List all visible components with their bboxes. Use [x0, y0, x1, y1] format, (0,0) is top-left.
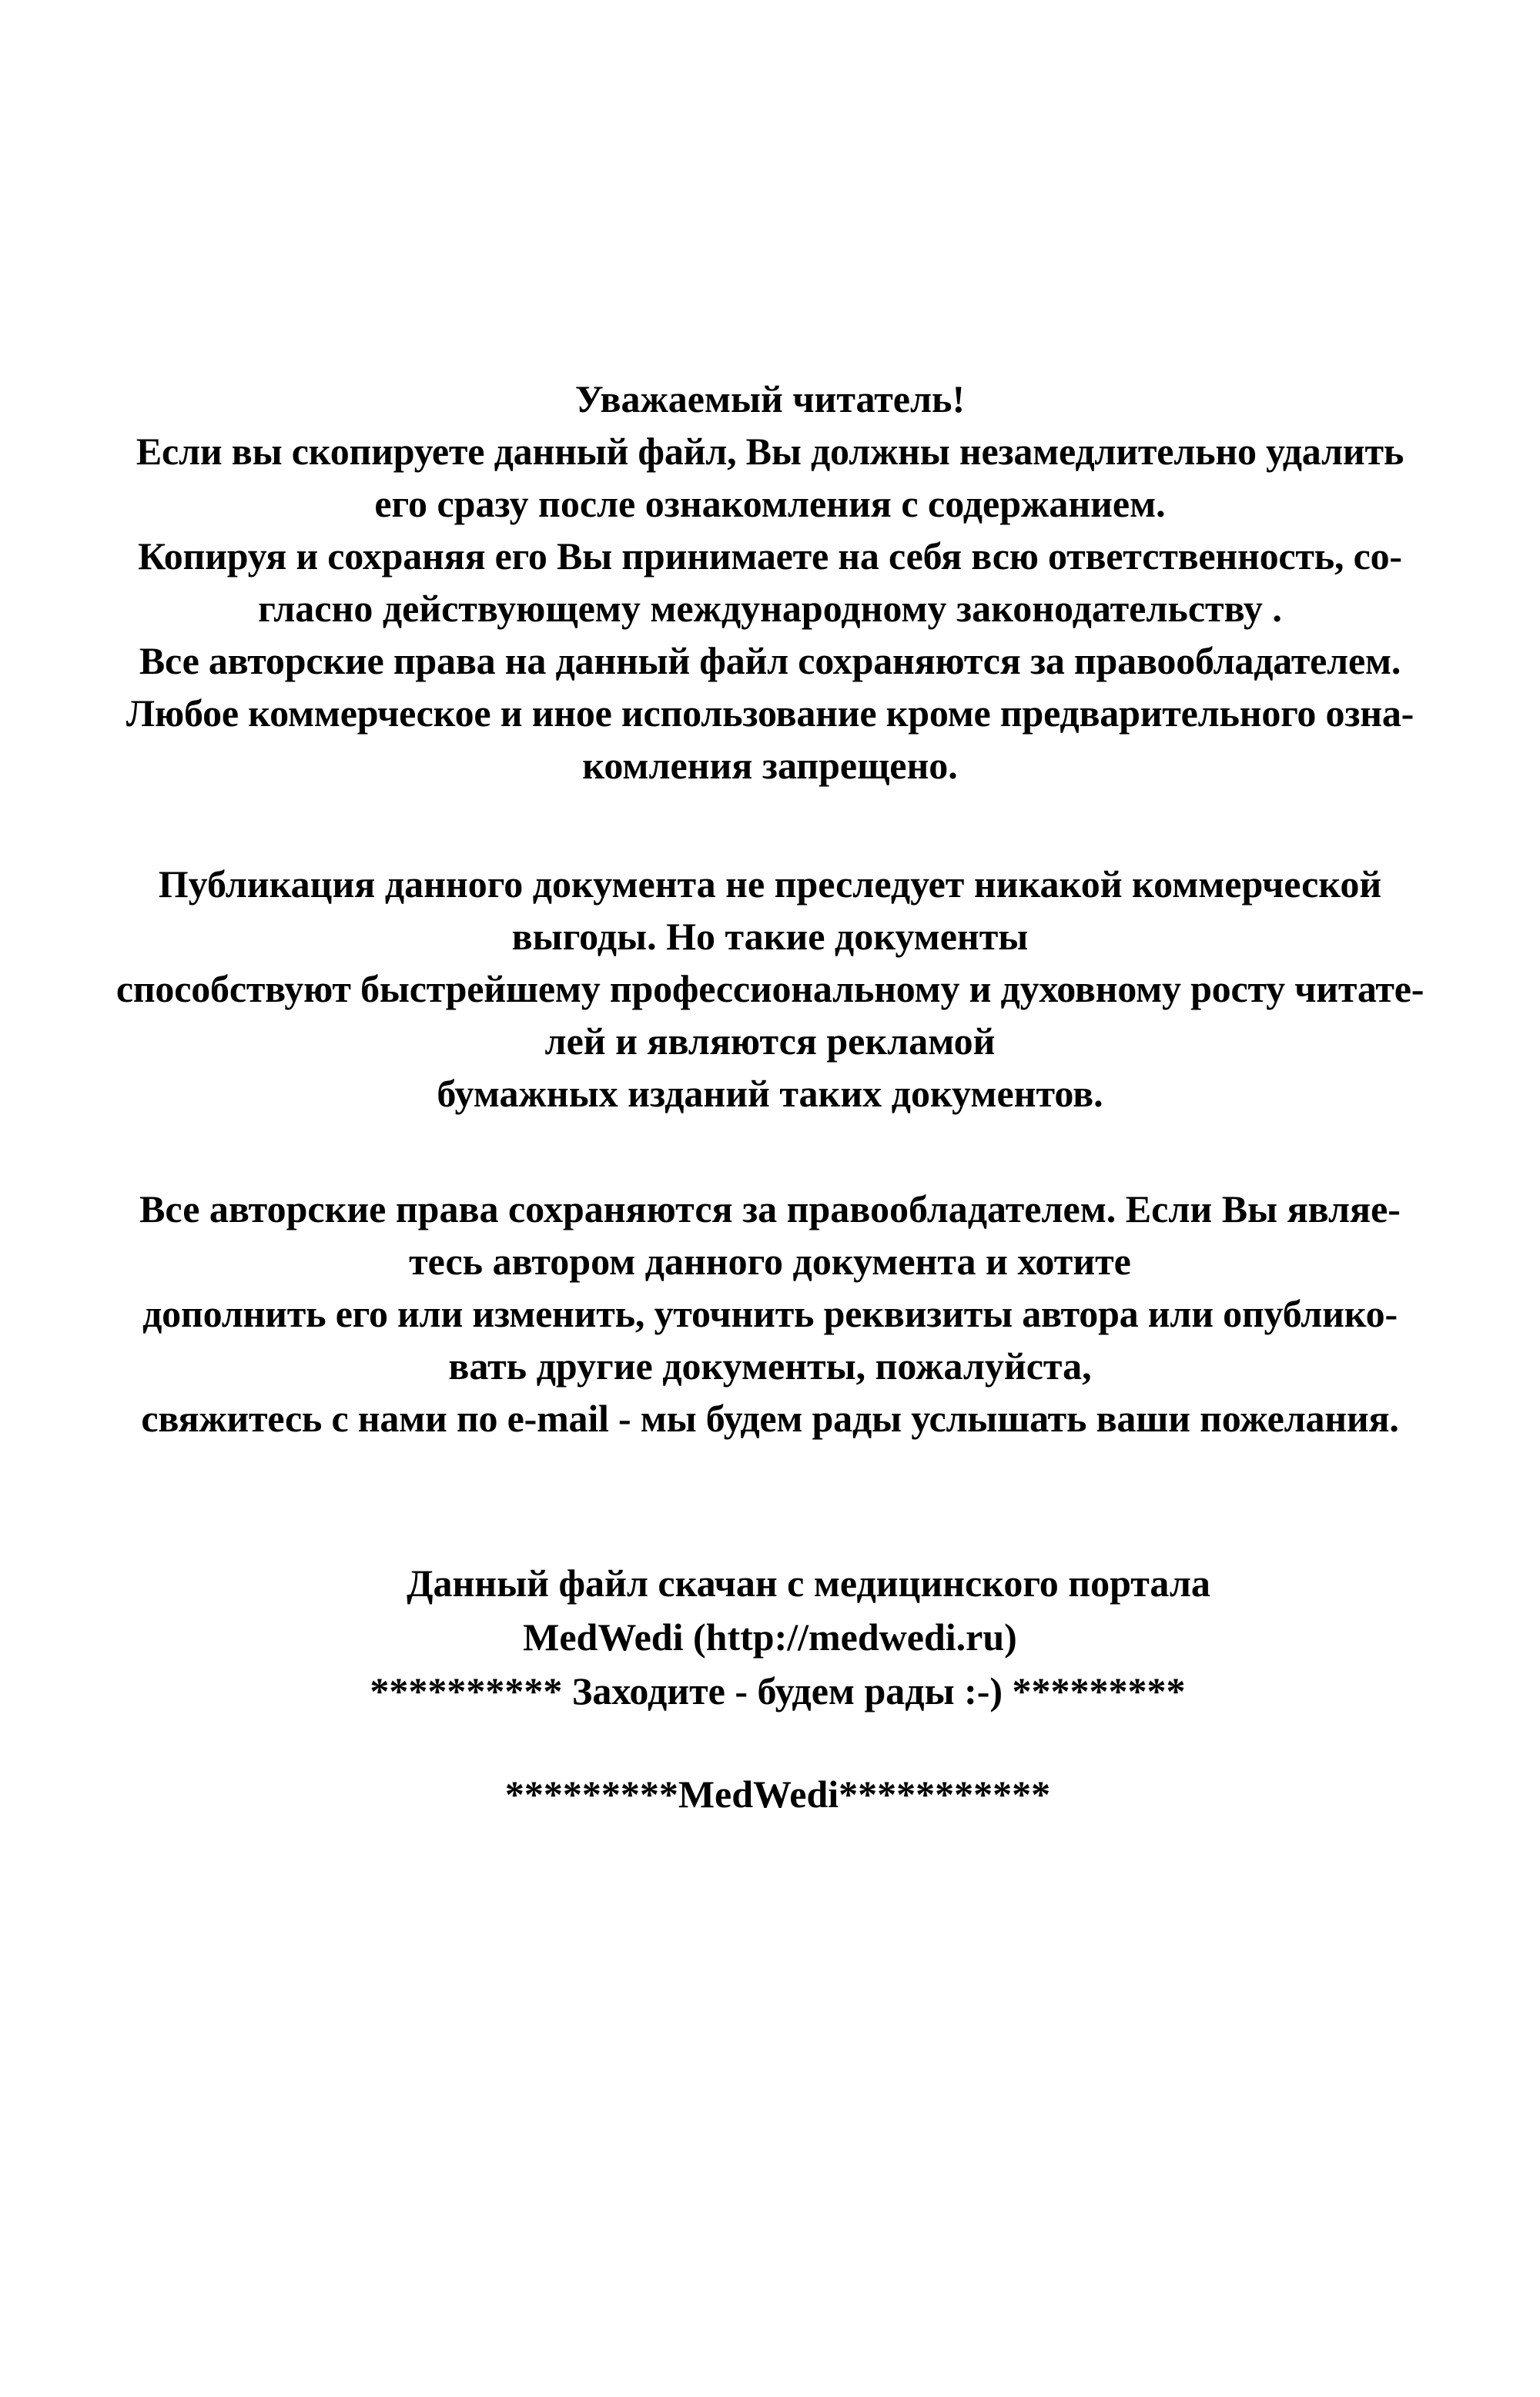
- paragraph-2-line-4: лей и являются рекламой: [544, 1019, 996, 1063]
- paragraph-2-line-3: способствуют быстрейшему профессиональному и духовному росту читате-: [116, 967, 1424, 1010]
- paragraph-1-line-1: Если вы скопируете данный файл, Вы должны незамедлительно удалить: [136, 430, 1404, 473]
- paragraph-2-line-1: Публикация данного документа не преследует никакой коммерческой: [158, 862, 1382, 906]
- portal-link-line: MedWedi (http://medwedi.ru): [523, 1615, 1017, 1659]
- download-source-line: Данный файл скачан с медицинского портала: [407, 1562, 1210, 1605]
- paragraph-3-line-1: Все авторские права сохраняются за правообладателем. Если Вы являе-: [139, 1187, 1401, 1230]
- paragraph-1-line-4: гласно действующему международному законодательству .: [258, 587, 1282, 630]
- paragraph-3-line-3: дополнить его или изменить, уточнить реквизиты автора или опублико-: [142, 1292, 1398, 1335]
- paragraph-1-line-5: Все авторские права на данный файл сохраняются за правообладателем.: [139, 639, 1401, 682]
- paragraph-2-line-5: бумажных изданий таких документов.: [437, 1072, 1103, 1115]
- paragraph-2-line-2: выгоды. Но такие документы: [511, 915, 1029, 958]
- paragraph-1-line-6: Любое коммерческое и иное использование кроме предварительного озна-: [126, 691, 1414, 735]
- paragraph-1-line-7: комления запрещено.: [582, 744, 958, 787]
- greeting-heading: Уважаемый читатель!: [574, 377, 966, 420]
- paragraph-1-line-2: его сразу после ознакомления с содержанием.: [374, 482, 1166, 525]
- paragraph-1-line-3: Копируя и сохраняя его Вы принимаете на себя всю ответственность, со-: [138, 534, 1402, 577]
- paragraph-3-line-2: тесь автором данного документа и хотите: [409, 1240, 1131, 1283]
- brand-line: *********MedWedi***********: [504, 1773, 1051, 1816]
- welcome-line: ********** Заходите - будем рады :-) *********: [370, 1669, 1186, 1712]
- paragraph-3-line-4: вать другие документы, пожалуйста,: [448, 1344, 1092, 1388]
- paragraph-3-line-5: свяжитесь с нами по e-mail - мы будем рады услышать ваши пожелания.: [141, 1397, 1399, 1440]
